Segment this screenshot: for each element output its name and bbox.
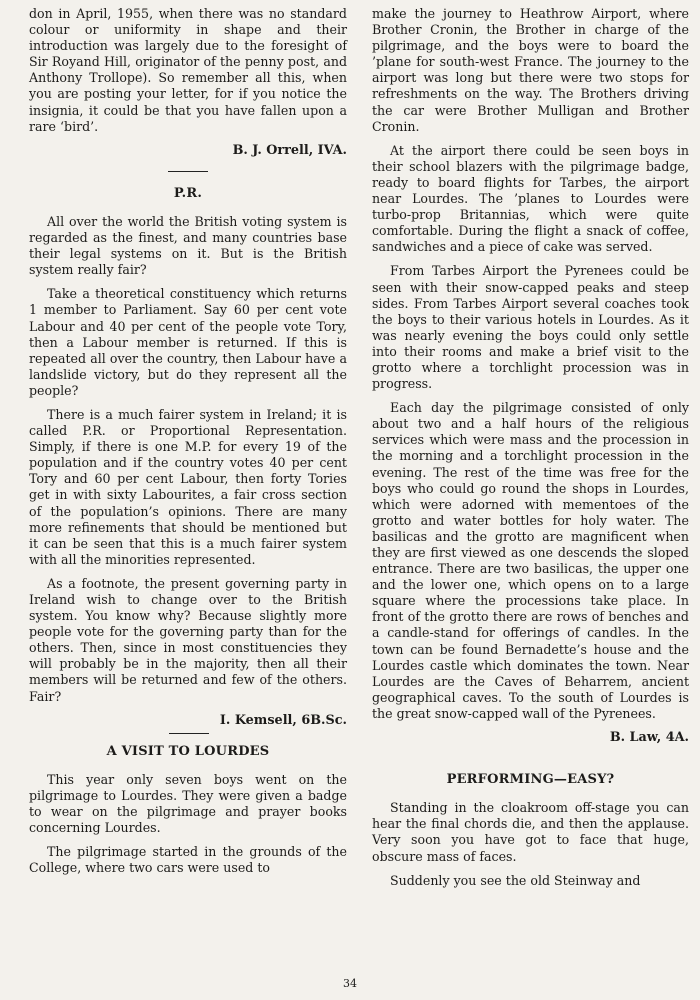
lourdes-paragraph-2: The pilgrimage started in the grounds of the College, where two cars were used to xyxy=(29,844,347,876)
lourdes-paragraph-5: Each day the pilgrimage consisted of only about two and a half hours of the religious services which were mass and the procession in the morning and a torchlight procession in the evening. The rest of the time was free for the boys who could go round the shops in Lourdes, which were adorned with mementoes of the grotto and water bottles for holy water. The basilicas and the grotto are magnificent when they are first viewed as one descends the sloped entrance. There are two basilicas, the upper one and the lower one, which opens on to a large square where the processions take place. In front of the grotto there are rows of benches and a candle-stand for offerings of candles. In the town can be found Bernadette’s house and the Lourdes castle which dominates the town. Near Lourdes are the Caves of Beharrem, ancient geographical caves. To the south of Lourdes is the great snow-capped wall of the Pyrenees. xyxy=(372,400,689,721)
stamps-article-ending: don in April, 1955, when there was no standard colour or uniformity in shape and their introduction was largely due to the foresight of Sir Royand Hill, originator of the penny post, and Anthony Trollope). So remember all this, when you are posting your letter, for if you notice the insignia, it could be that you have fallen upon a rare ‘bird’. xyxy=(29,6,347,134)
pr-paragraph-2: Take a theoretical constituency which returns 1 member to Parliament. Say 60 per cent vote Labour and 40 per cent of the people vote Tory, then a Labour member is returned. If this is repeated all over the country, then Labour have a landslide victory, but do they represent all the people? xyxy=(29,286,347,398)
article-heading-performing: PERFORMING—EASY? xyxy=(446,772,615,788)
pr-paragraph-3: There is a much fairer system in Ireland; it is called P.R. or Proportional Representation. Simply, if there is one M.P. for every 19 of the population and if the country votes 40 per cent Tory and 60 per cent Labour, then forty Tories get in with sixty Labourites, a fair cross section of the population’s opinions. There are many more refinements that should be mentioned but it can be seen that this is a much fairer system with all the minorities represented. xyxy=(29,406,347,567)
lourdes-paragraph-3: At the airport there could be seen boys in their school blazers with the pilgrimage badge, ready to board flights for Tarbes, the airport near Lourdes. The ’planes to Lourdes were turbo-prop Britannias, which were quite comfortable. During the flight a snack of coffee, sandwiches and a piece of cake was served. xyxy=(372,142,689,255)
performing-paragraph-1: Standing in the cloakroom off-stage you can hear the final chords die, and then the applause. Very soon you have got to face that huge, obscure mass of faces. xyxy=(372,800,689,864)
author-signature-law: B. Law, 4A. xyxy=(609,730,689,746)
author-signature-orrell: B. J. Orrell, IVA. xyxy=(232,142,347,158)
author-signature-kemsell: I. Kemsell, 6B.Sc. xyxy=(219,712,347,728)
article-heading-pr: P.R. xyxy=(173,185,203,201)
right-column xyxy=(372,6,689,897)
performing-paragraph-2: Suddenly you see the old Steinway and xyxy=(390,872,641,888)
section-divider xyxy=(168,171,208,172)
pr-paragraph-1: All over the world the British voting system is regarded as the finest, and many countries base their legal systems on it. But is the British system really fair? xyxy=(29,213,347,278)
page-number: 34 xyxy=(343,977,357,990)
lourdes-paragraph-continued: make the journey to Heathrow Airport, where Brother Cronin, the Brother in charge of the pilgrimage, and the boys were to board the ’plane for south-west France. The journey to the airport was long but there were two stops for refreshments on the way. The Brothers driving the car were Brother Mulligan and Brother Cronin. xyxy=(372,6,689,134)
lourdes-paragraph-4: From Tarbes Airport the Pyrenees could be seen with their snow-capped peaks and steep sides. From Tarbes Airport several coaches took the boys to their various hotels in Lourdes. As it was nearly evening the boys could only settle into their rooms and make a brief visit to the grotto where a torchlight procession was in progress. xyxy=(372,263,689,392)
pr-paragraph-4: As a footnote, the present governing party in Ireland wish to change over to the British system. You know why? Because slightly more people vote for the governing party than for the others. Then, since in most constituencies they will probably be in the majority, then all their members will be returned and few of the others. Fair? xyxy=(29,575,347,704)
section-divider xyxy=(169,733,209,734)
article-heading-lourdes: A VISIT TO LOURDES xyxy=(106,743,270,759)
left-column xyxy=(29,6,347,884)
lourdes-paragraph-1: This year only seven boys went on the pilgrimage to Lourdes. They were given a badge to wear on the pilgrimage and prayer books concerning Lourdes. xyxy=(29,771,347,836)
